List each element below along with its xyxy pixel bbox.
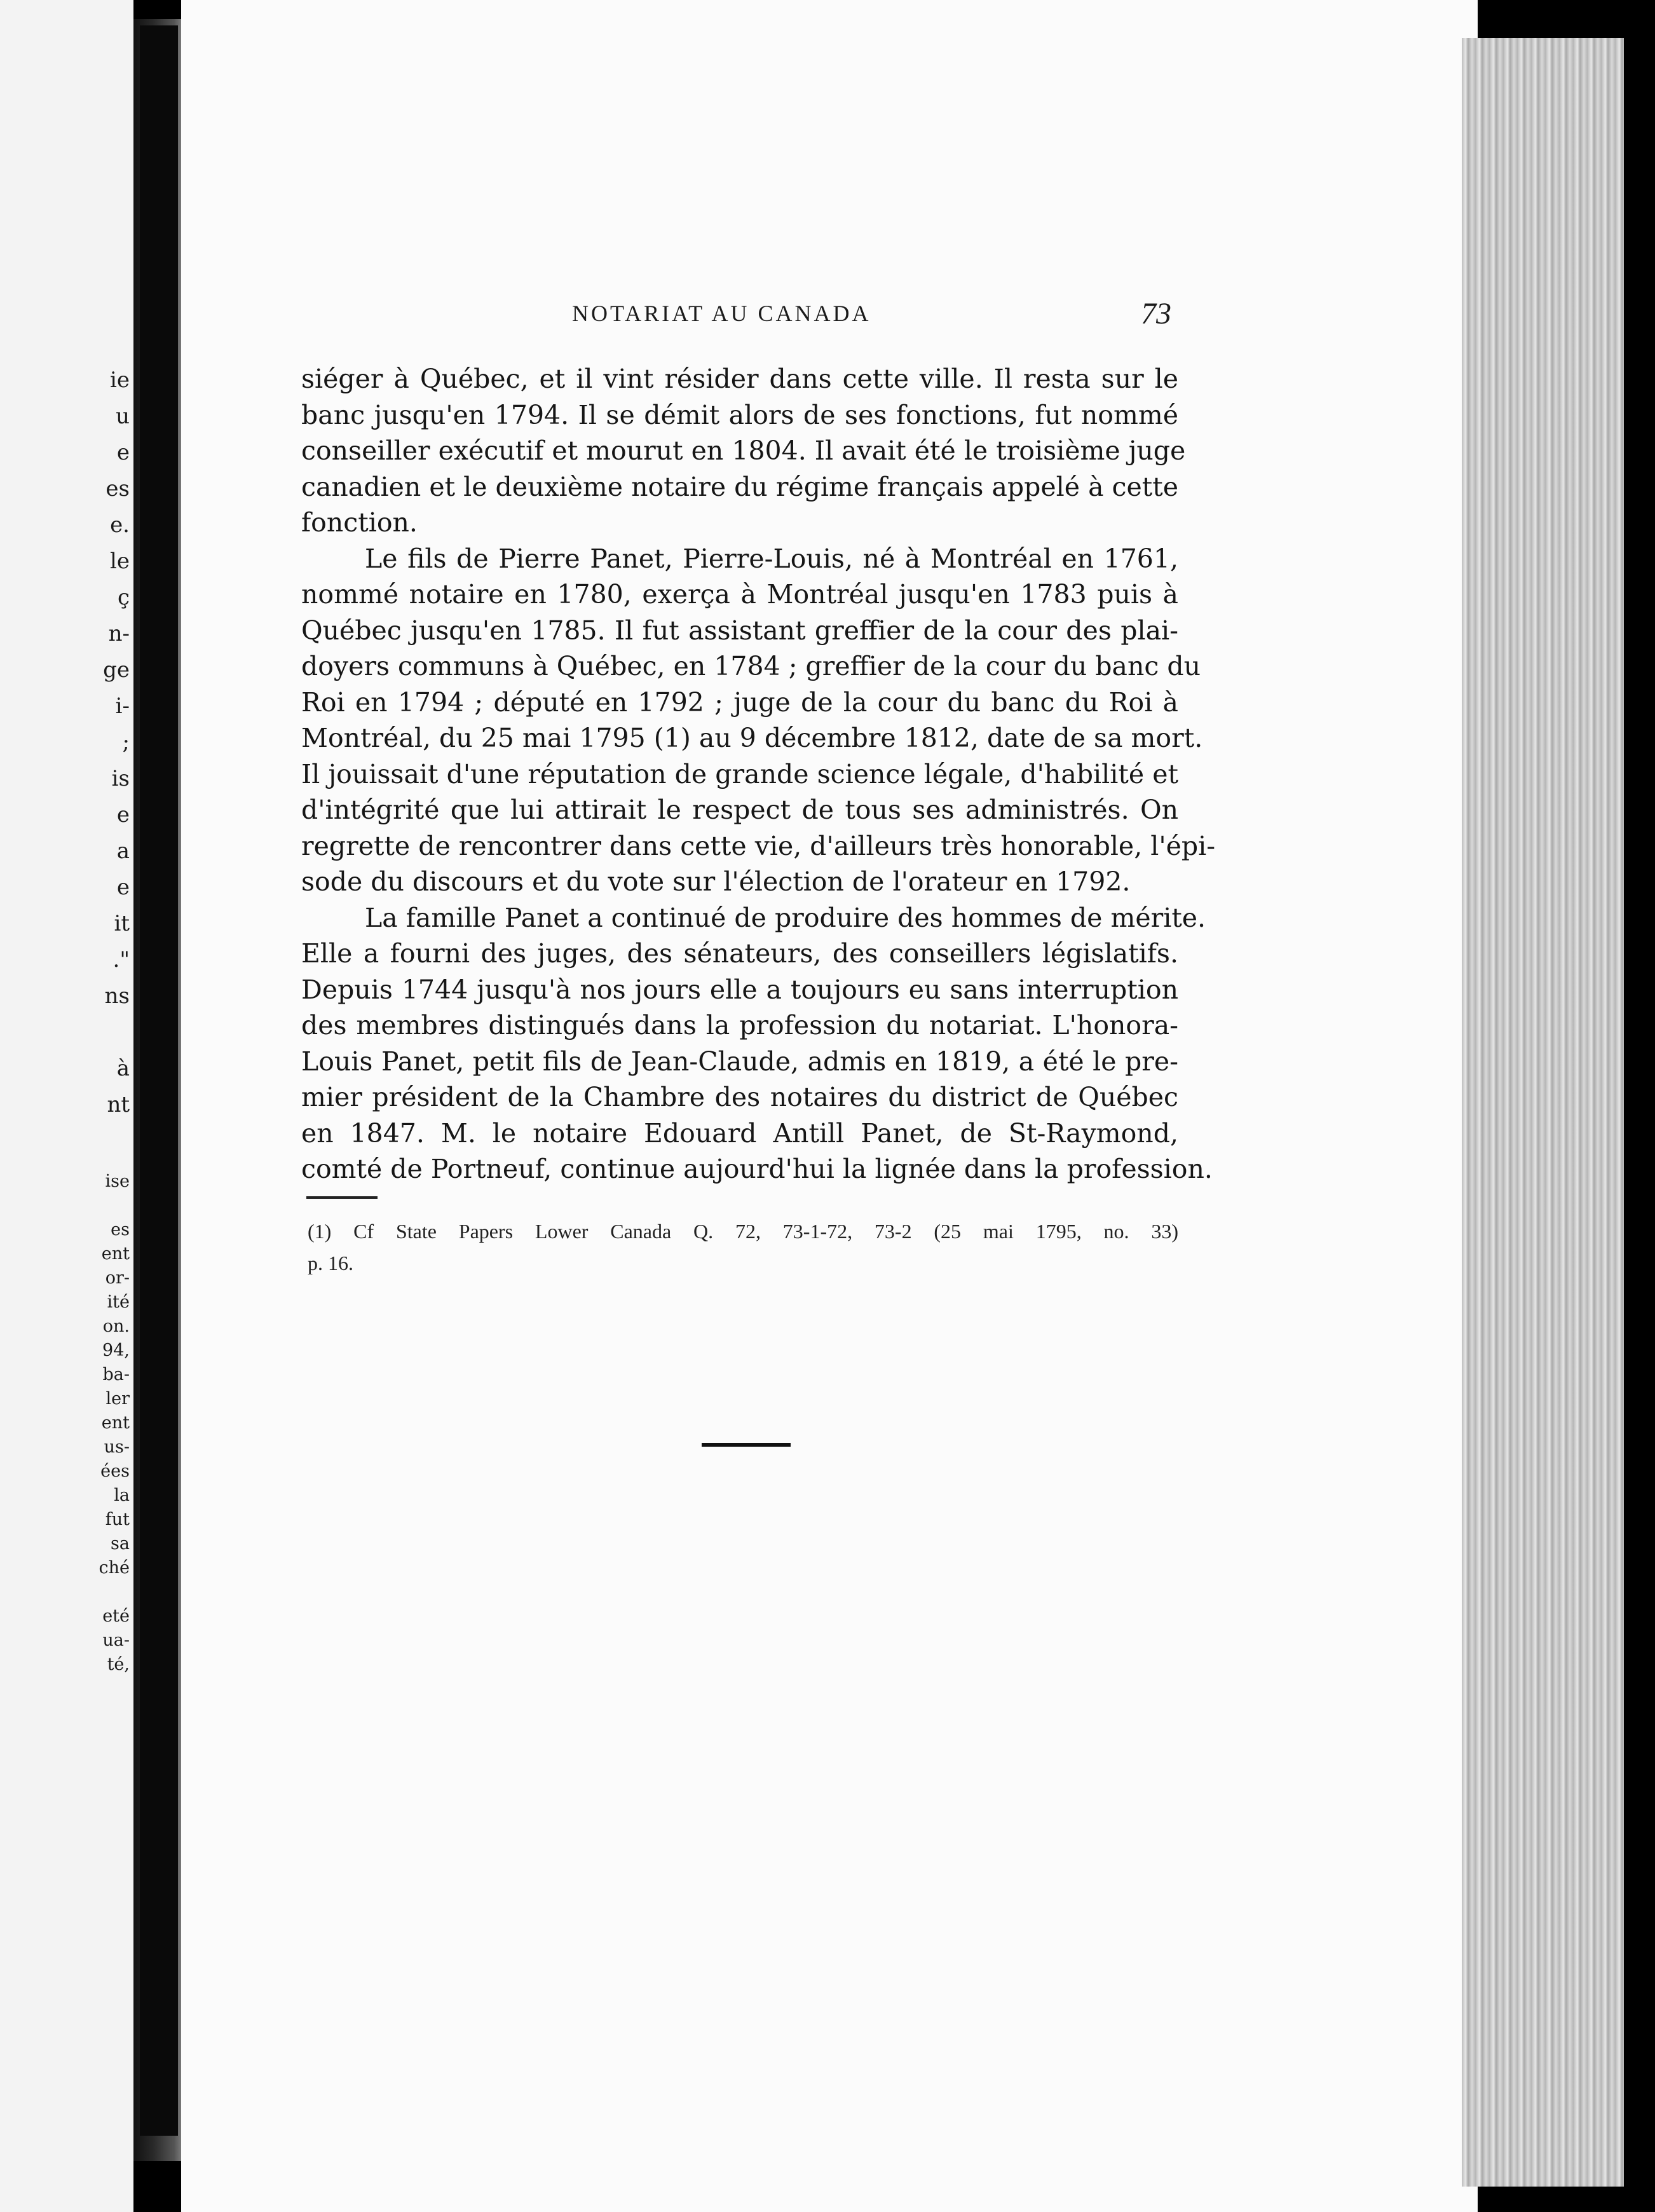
fragment: ent (101, 1413, 130, 1433)
text-line: regrette de rencontrer dans cette vie, d'ailleurs très honorable, l'épi- (301, 830, 1216, 861)
fragment: la (114, 1485, 130, 1505)
fragment: es (111, 1220, 130, 1239)
fragment: es (106, 476, 130, 502)
fragment: e. (110, 512, 130, 538)
fragment: té, (107, 1655, 130, 1674)
fragment: ge (103, 657, 130, 683)
text-line: d'intégrité que lui attirait le respect de tous ses administrés. On (301, 795, 1178, 825)
fragment: ba- (102, 1365, 130, 1384)
previous-page-edge (0, 0, 133, 2212)
text-line: nommé notaire en 1780, exerça à Montréal jusqu'en 1783 puis à (301, 579, 1178, 610)
fragment (3, 1014, 130, 1051)
text-line: fonction. (301, 507, 418, 538)
fragment: e (116, 802, 130, 828)
fragment: ns (104, 983, 130, 1009)
section-end-rule (702, 1443, 791, 1447)
previous-page-fragments-upper (3, 362, 130, 1123)
fragment: n- (108, 621, 130, 646)
text-line: conseiller exécutif et mourut en 1804. Il avait été le troisième juge (301, 435, 1186, 466)
fragment: on. (102, 1316, 130, 1336)
fragment: sa (111, 1534, 130, 1553)
scan-border (1624, 19, 1655, 2212)
running-title: NOTARIAT AU CANADA (572, 301, 871, 326)
fragment: fut (105, 1510, 130, 1529)
fragment: is (111, 766, 130, 791)
footnote-line: (1) Cf State Papers Lower Canada Q. 72, 73-1-72, 73-2 (25 mai 1795, no. 33) (308, 1220, 1178, 1243)
fragment: eté (102, 1606, 130, 1626)
page-number: 73 (1141, 297, 1171, 331)
fragment: ; (122, 730, 130, 755)
text-line: en 1847. M. le notaire Edouard Antill Panet, de St-Raymond, (301, 1117, 1178, 1149)
fragment: à (116, 1056, 130, 1081)
text-line: Louis Panet, petit fils de Jean-Claude, admis en 1819, a été le pre- (301, 1046, 1178, 1077)
fragment: le (110, 549, 130, 574)
text-line: sode du discours et du vote sur l'élection de l'orateur en 1792. (301, 866, 1131, 897)
fragment: i- (115, 693, 130, 719)
fragment: us- (104, 1437, 130, 1457)
fragment: nt (107, 1092, 130, 1117)
fragment: ler (106, 1389, 130, 1409)
text-line: Elle a fourni des juges, des sénateurs, des conseillers législatifs. (301, 938, 1178, 969)
fragment: 94, (102, 1341, 130, 1360)
fragment (3, 1580, 130, 1604)
text-line: Il jouissait d'une réputation de grande science légale, d'habilité et (301, 758, 1178, 789)
footnote-separator (306, 1196, 378, 1199)
text-line: des membres distingués dans la profession du notariat. L'honora- (301, 1010, 1178, 1041)
fragment: ua- (102, 1630, 130, 1650)
footnote-line: p. 16. (308, 1252, 353, 1274)
fragment: a (116, 838, 130, 864)
fragment: ç (117, 585, 130, 610)
page-edges (1462, 38, 1627, 2187)
fragment (3, 1194, 130, 1218)
text-line: La famille Panet a continué de produire des hommes de mérite. (365, 902, 1206, 933)
fragment: e (116, 875, 130, 900)
fragment: ché (99, 1558, 130, 1578)
body-text (301, 361, 1216, 1187)
fragment: ." (112, 947, 130, 973)
fragment: e (116, 440, 130, 465)
fragment: ise (105, 1171, 130, 1191)
fragment: ie (110, 367, 130, 393)
book-gutter-shadow (140, 25, 178, 2136)
text-line: mier président de la Chambre des notaires du district de Québec (301, 1082, 1178, 1112)
fragment: it (114, 911, 130, 936)
fragment: ité (107, 1292, 130, 1312)
text-line: Roi en 1794 ; député en 1792 ; juge de la cour du banc du Roi à (301, 686, 1178, 718)
text-line: comté de Portneuf, continue aujourd'hui la lignée dans la profession. (301, 1154, 1213, 1184)
previous-page-fragments-lower (3, 1170, 130, 1677)
fragment: ées (100, 1461, 130, 1481)
fragment: or- (105, 1268, 130, 1288)
fragment: ent (101, 1244, 130, 1264)
text-line: doyers communs à Québec, en 1784 ; greffier de la cour du banc du (301, 651, 1201, 681)
text-line: siéger à Québec, et il vint résider dans cette ville. Il resta sur le (301, 364, 1178, 394)
footnote (308, 1215, 1178, 1279)
text-line: Le fils de Pierre Panet, Pierre-Louis, né à Montréal en 1761, (365, 543, 1178, 574)
text-line: Depuis 1744 jusqu'à nos jours elle a toujours eu sans interruption (301, 974, 1178, 1005)
text-line: Québec jusqu'en 1785. Il fut assistant greffier de la cour des plai- (301, 615, 1178, 646)
fragment: u (116, 404, 130, 429)
text-line: canadien et le deuxième notaire du régime français appelé à cette (301, 471, 1178, 502)
text-line: Montréal, du 25 mai 1795 (1) au 9 décembre 1812, date de sa mort. (301, 723, 1203, 753)
text-line: banc jusqu'en 1794. Il se démit alors de ses fonctions, fut nommé (301, 399, 1178, 430)
